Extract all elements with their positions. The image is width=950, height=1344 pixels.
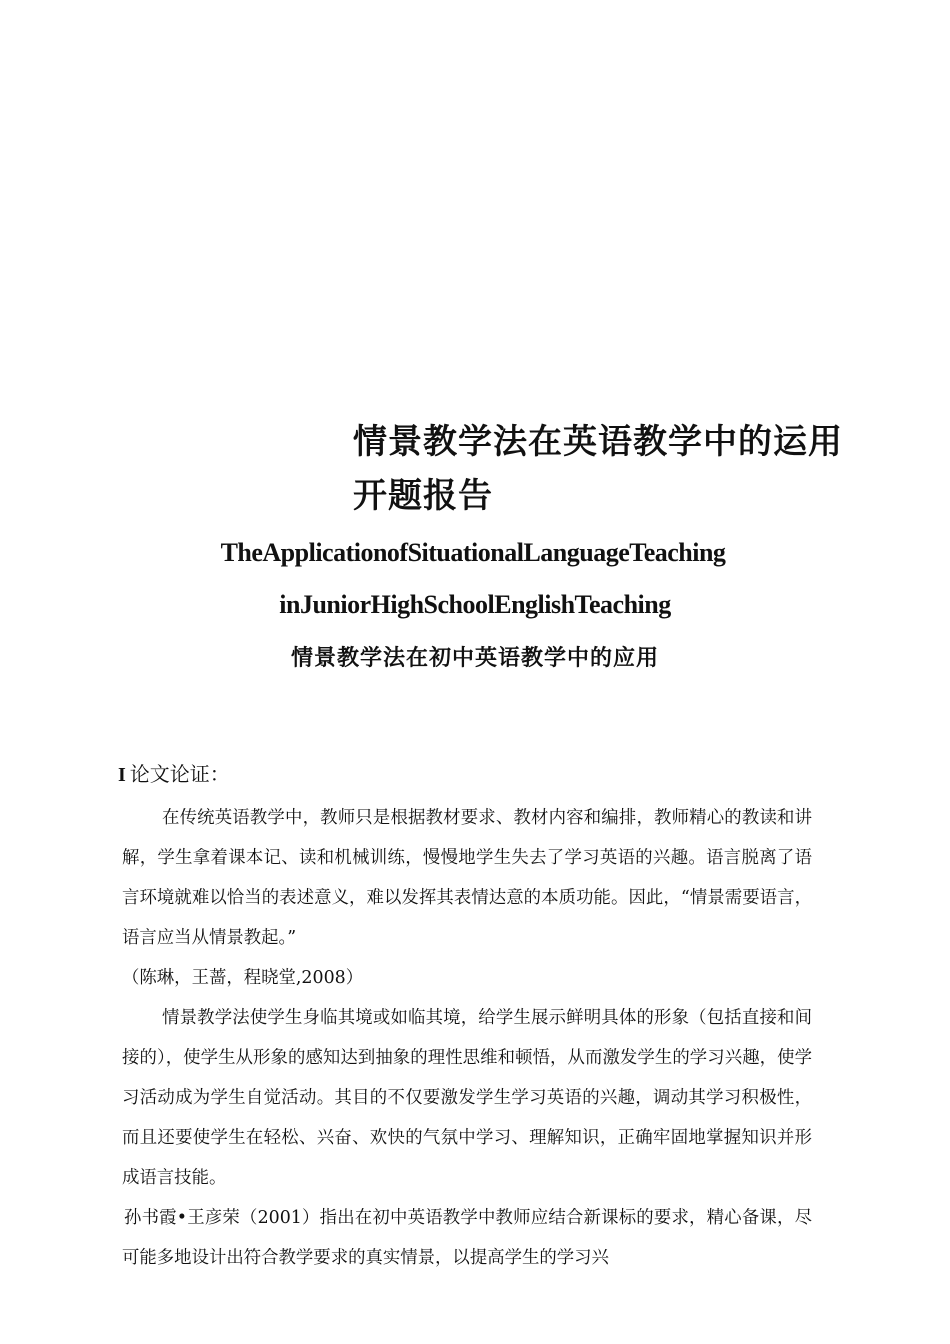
paragraph-1: 在传统英语教学中，教师只是根据教材要求、教材内容和编排，教师精心的教读和讲解，学生拿着课本记、读和机械训练，慢慢地学生失去了学习英语的兴趣。语言脱离了语言环境就难以恰当的表述意义，难以发挥其表情达意的本质功能。因此，“情景需要语言，语言应当从情景教起。” xyxy=(122,808,812,948)
english-title-line-2: inJuniorHighSchoolEnglishTeaching xyxy=(279,590,671,619)
document-title-line-2: 开题报告 xyxy=(353,476,493,516)
paragraph-3: 孙书霞•王彦荣（2001）指出在初中英语教学中教师应结合新课标的要求，精心备课，尽可能多地设计出符合教学要求的真实情景，以提高学生的学习兴 xyxy=(122,1208,812,1268)
paragraph-2: 情景教学法使学生身临其境或如临其境，给学生展示鲜明具体的形象（包括直接和间接的），使学生从形象的感知达到抽象的理性思维和顿悟，从而激发学生的学习兴趣，使学习活动成为学生自觉活动。其目的不仅要激发学生学习英语的兴趣，调动其学习积极性，而且还要使学生在轻松、兴奋、欢快的气氛中学习、理解知识，正确牢固地掌握知识并形成语言技能。 xyxy=(122,1008,812,1188)
section-number: I xyxy=(118,764,126,786)
chinese-subtitle: 情景教学法在初中英语教学中的应用 xyxy=(290,646,659,671)
english-title-line-1: TheApplicationofSituationalLanguageTeaching xyxy=(220,538,726,567)
section-heading-text: 论文论证： xyxy=(129,762,230,786)
section-heading xyxy=(118,760,230,789)
citation-1: （陈琳，王蔷，程晓堂,2008） xyxy=(122,968,364,988)
document-title-line-1: 情景教学法在英语教学中的运用 xyxy=(353,422,843,462)
